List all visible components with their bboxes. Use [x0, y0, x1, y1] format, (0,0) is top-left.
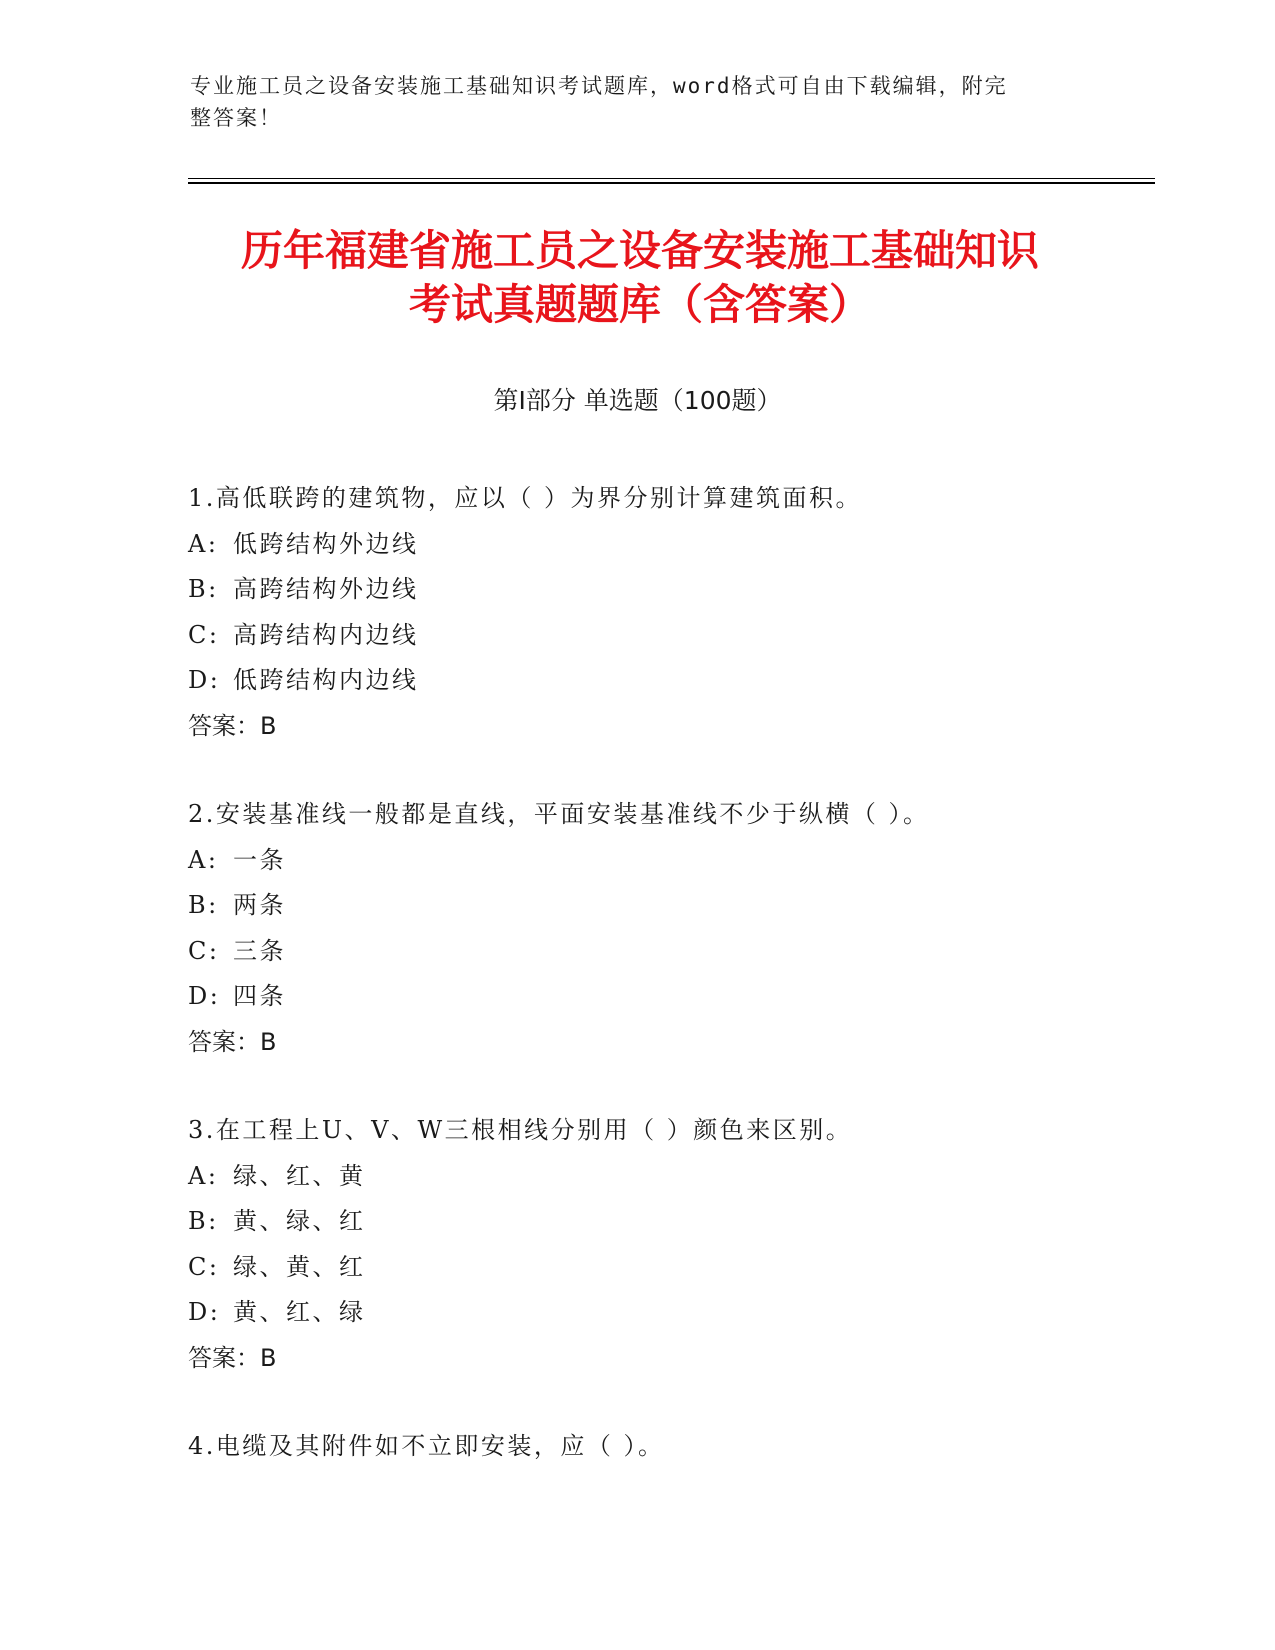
question-2 [188, 792, 1128, 1065]
answer-line: 答案：B [188, 1343, 277, 1372]
document-title [120, 224, 1160, 332]
header-rule-thin [188, 178, 1155, 179]
option-a [188, 522, 1128, 568]
option-text: 高跨结构内边线 [233, 620, 419, 649]
header-note [190, 70, 1090, 134]
question-stem: 1.高低联跨的建筑物，应以（ ）为界分别计算建筑面积。 [188, 484, 863, 512]
question-stem: 4.电缆及其附件如不立即安装，应（ ）。 [188, 1432, 665, 1460]
option-text: 绿、红、黄 [233, 1161, 366, 1190]
question-4 [188, 1424, 1128, 1470]
option-text: 四条 [233, 982, 286, 1010]
answer-line: 答案：B [188, 711, 277, 740]
option-letter: C: [188, 1252, 220, 1281]
option-text: 高跨结构外边线 [233, 575, 419, 603]
option-b [188, 883, 1128, 929]
option-letter: A: [188, 845, 219, 874]
option-a [188, 1154, 1128, 1200]
option-letter: D: [188, 982, 221, 1010]
question-1 [188, 476, 1128, 749]
option-text: 低跨结构外边线 [233, 529, 419, 558]
option-letter: D: [188, 1298, 221, 1326]
option-d [188, 974, 1128, 1020]
section-title: 第Ⅰ部分 单选题（100题） [493, 386, 782, 415]
option-text: 低跨结构内边线 [233, 666, 419, 694]
document-title-line-2: 考试真题题库（含答案） [408, 280, 871, 329]
option-b [188, 567, 1128, 613]
option-a [188, 838, 1128, 884]
header-rule-thick [188, 182, 1155, 184]
option-d [188, 658, 1128, 704]
option-letter: C: [188, 620, 220, 649]
answer-line: 答案：B [188, 1027, 277, 1056]
option-text: 三条 [233, 936, 286, 965]
option-text: 一条 [233, 845, 286, 874]
option-letter: A: [188, 529, 219, 558]
option-text: 绿、黄、红 [233, 1252, 366, 1281]
option-letter: B: [188, 575, 219, 603]
header-note-line-2: 整答案！ [190, 106, 282, 130]
option-letter: C: [188, 936, 220, 965]
option-b [188, 1199, 1128, 1245]
question-3 [188, 1108, 1128, 1381]
question-stem: 2.安装基准线一般都是直线，平面安装基准线不少于纵横（ ）。 [188, 800, 930, 828]
option-d [188, 1290, 1128, 1336]
option-letter: D: [188, 666, 221, 694]
option-c [188, 1245, 1128, 1291]
option-text: 两条 [233, 891, 286, 919]
question-list [188, 476, 1128, 1513]
option-letter: A: [188, 1161, 219, 1190]
option-text: 黄、绿、红 [233, 1207, 366, 1235]
document-title-line-1: 历年福建省施工员之设备安装施工基础知识 [240, 226, 1039, 275]
header-note-line-1: 专业施工员之设备安装施工基础知识考试题库，word格式可自由下载编辑，附完 [190, 74, 1008, 98]
option-c [188, 613, 1128, 659]
option-letter: B: [188, 891, 219, 919]
question-stem: 3.在工程上U、V、W三根相线分别用（ ）颜色来区别。 [188, 1116, 853, 1144]
option-letter: B: [188, 1207, 219, 1235]
option-text: 黄、红、绿 [233, 1298, 366, 1326]
option-c [188, 929, 1128, 975]
